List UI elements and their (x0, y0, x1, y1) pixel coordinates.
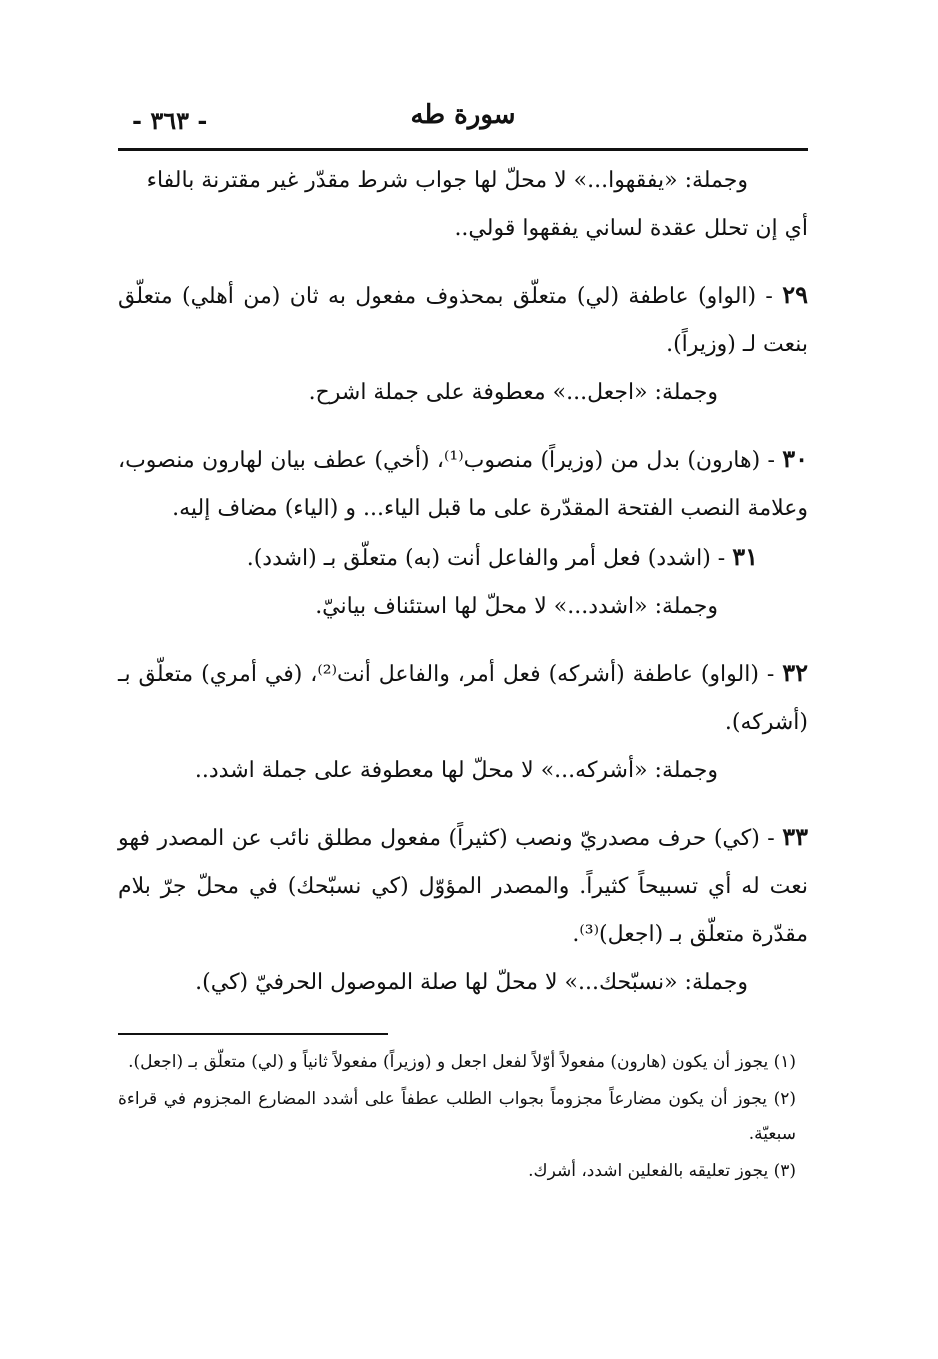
verse-31-paragraph (118, 533, 808, 583)
sentence-line: وجملة: «اشدد...» لا محلّ لها استئناف بيانيّ. (315, 594, 718, 619)
verse-number-29: ٢٩ (782, 280, 808, 309)
verse-32-text: - (الواو) عاطفة (أشركه) فعل أمر، والفاعل أنت⁽²⁾، (في أمري) متعلّق بـ (أشركه). (118, 662, 808, 735)
verse-30-paragraph (118, 435, 808, 533)
verse-29-text: - (الواو) عاطفة (لي) متعلّق بمحذوف مفعول به ثان (من أهلي) متعلّق بنعت لـ (وزيراً). (118, 284, 808, 357)
footnote-rule (118, 1033, 388, 1035)
footnotes (118, 1045, 808, 1189)
text-line: أي إن تحلل عقدة لساني يفقهوا قولي.. (454, 216, 808, 241)
page-header (118, 96, 808, 140)
verse-33-paragraph (118, 813, 808, 959)
sentence-line: وجملة: «نسبّحك...» لا محلّ لها صلة الموصول الحرفيّ (كي). (195, 970, 748, 995)
page-number: - ٣٦٣ - (132, 106, 208, 135)
verse-number-31: ٣١ (732, 542, 758, 571)
book-page (118, 96, 808, 1191)
spacer (118, 417, 808, 435)
footnote-1: (١) يجوز أن يكون (هارون) مفعولاً أوّلاً لفعل اجعل و (وزيراً) مفعولاً ثانياً و (لي) متعلّق بـ (اجعل). (128, 1052, 796, 1072)
verse-30-text: - (هارون) بدل من (وزيراً) منصوب⁽¹⁾، (أخي) عطف بيان لهارون منصوب، وعلامة النصب الفتحة المقدّرة على ما قبل الياء... و (الياء) مضاف إليه. (118, 448, 808, 521)
sentence-line: وجملة: «يفقهوا...» لا محلّ لها جواب شرط مقدّر غير مقترنة بالفاء (146, 168, 748, 193)
main-text (118, 157, 808, 1007)
spacer (118, 795, 808, 813)
spacer (118, 631, 808, 649)
verse-31-text: - (اشدد) فعل أمر والفاعل أنت (به) متعلّق بـ (اشدد). (246, 546, 733, 571)
surah-title: سورة طه (410, 100, 516, 130)
footnote-3: (٣) يجوز تعليقه بالفعلين اشدد، أشرك. (528, 1161, 796, 1181)
verse-number-30: ٣٠ (782, 444, 808, 473)
spacer (118, 253, 808, 271)
verse-29-paragraph (118, 271, 808, 369)
sentence-line: وجملة: «اجعل...» معطوفة على جملة اشرح. (308, 380, 718, 405)
verse-32-paragraph (118, 649, 808, 747)
verse-33-text: - (كي) حرف مصدريّ ونصب (كثيراً) مفعول مطلق نائب عن المصدر فهو نعت له أي تسبيحاً كثيراً. والمصدر المؤوّل (كي نسبّحك) في محلّ جرّ بلام مقدّرة متعلّق بـ (اجعل)⁽³⁾. (118, 826, 808, 947)
footnote-2: (٢) يجوز أن يكون مضارعاً مجزوماً بجواب الطلب عطفاً على أشدد المضارع المجزوم في قراءة سبعيّة. (118, 1089, 796, 1144)
sentence-line: وجملة: «أشركه...» لا محلّ لها معطوفة على جملة اشدد.. (194, 758, 718, 783)
verse-number-32: ٣٢ (782, 658, 808, 687)
header-rule (118, 148, 808, 151)
verse-number-33: ٣٣ (782, 822, 808, 851)
